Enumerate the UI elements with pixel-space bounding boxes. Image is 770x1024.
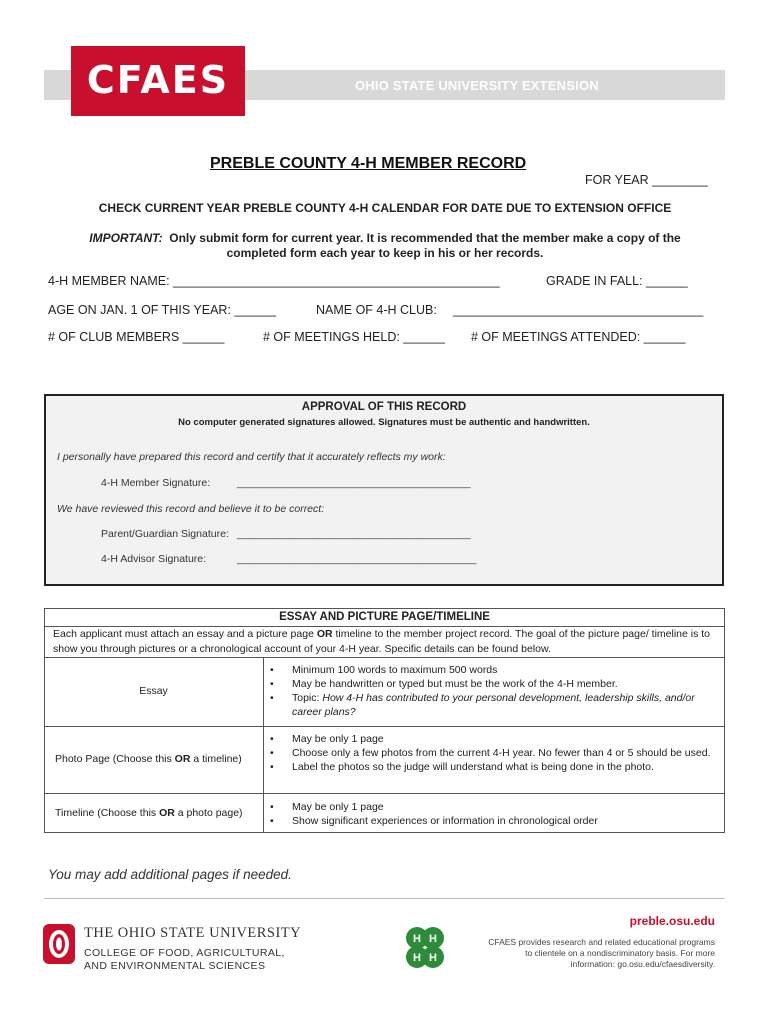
club-members-field[interactable]: # OF CLUB MEMBERS ______: [48, 330, 225, 344]
divider: [263, 657, 264, 833]
for-year-field[interactable]: FOR YEAR ________: [585, 173, 708, 187]
important-label: IMPORTANT:: [89, 231, 163, 245]
svg-text:H: H: [413, 933, 421, 945]
photo-row-bullets: [266, 732, 716, 774]
check-calendar-line: CHECK CURRENT YEAR PREBLE COUNTY 4-H CALENDAR FOR DATE DUE TO EXTENSION OFFICE: [98, 201, 672, 215]
approval-note: No computer generated signatures allowed. Signatures must be authentic and handwritten.: [178, 417, 590, 428]
meetings-held-field[interactable]: # OF MEETINGS HELD: ______: [263, 330, 446, 344]
4h-clover-icon: [400, 924, 450, 974]
important-notice: [60, 231, 710, 261]
photo-label-pre: Photo Page (Choose this: [55, 753, 175, 765]
member-signature-line[interactable]: ________________________________________: [237, 477, 471, 489]
additional-pages-note: You may add additional pages if needed.: [48, 867, 292, 882]
parent-signature-line[interactable]: ________________________________________: [237, 528, 471, 540]
list-item: • Show significant experiences or information in chronological order: [266, 814, 721, 828]
cfaes-diversity-note: CFAES provides research and related educational programs to clientele on a nondiscriminatory basis. For more information: go.osu.edu/cfaesdiversity.: [488, 937, 715, 969]
photo-row-label: [55, 753, 242, 765]
grade-field[interactable]: GRADE IN FALL: ______: [546, 274, 688, 288]
advisor-signature-line[interactable]: _________________________________________: [237, 553, 477, 565]
college-line-2: AND ENVIRONMENTAL SCIENCES: [84, 959, 266, 972]
timeline-row-bullets: [266, 800, 721, 828]
divider: [44, 726, 725, 727]
banner-text: OHIO STATE UNIVERSITY EXTENSION: [355, 78, 599, 93]
page-title: PREBLE COUNTY 4-H MEMBER RECORD: [210, 155, 527, 172]
club-name-label: NAME OF 4-H CLUB:: [316, 303, 437, 317]
meetings-attended-field[interactable]: # OF MEETINGS ATTENDED: ______: [471, 330, 686, 344]
reviewed-text: We have reviewed this record and believe it to be correct:: [57, 503, 325, 515]
list-item: • May be only 1 page: [266, 732, 716, 746]
list-item: • May be only 1 page: [266, 800, 721, 814]
approval-title: APPROVAL OF THIS RECORD: [301, 401, 467, 413]
list-item: • Label the photos so the judge will understand what is being done in the photo.: [266, 760, 716, 774]
essay-row-bullets: [266, 663, 721, 719]
timeline-label-or: OR: [159, 807, 175, 819]
essay-title: ESSAY AND PICTURE PAGE/TIMELINE: [279, 611, 490, 623]
svg-text:H: H: [413, 952, 421, 964]
list-item: • May be handwritten or typed but must be the work of the 4-H member.: [266, 677, 721, 691]
timeline-label-pre: Timeline (Choose this: [55, 807, 160, 819]
member-signature-label: 4-H Member Signature:: [101, 477, 211, 489]
essay-desc-part2: timeline to the member project record. The goal of the picture page/ timeline is to show you through pictures or a chronological account of your 4-H year. Specific details can be found below.: [53, 628, 711, 655]
osu-block-o-icon: [43, 924, 75, 964]
photo-label-or: OR: [174, 753, 191, 765]
parent-signature-label: Parent/Guardian Signature:: [101, 528, 229, 540]
college-line-1: COLLEGE OF FOOD, AGRICULTURAL,: [84, 947, 285, 959]
important-text: Only submit form for current year. It is recommended that the member make a copy of the completed form each year to keep in his or her records.: [169, 231, 681, 260]
svg-text:H: H: [429, 952, 437, 964]
essay-desc-or: OR: [316, 628, 333, 640]
club-name-field[interactable]: ____________________________________: [453, 303, 704, 317]
list-item: • Minimum 100 words to maximum 500 words: [266, 663, 721, 677]
essay-desc-part1: Each applicant must attach an essay and a picture page: [53, 628, 317, 640]
member-name-field[interactable]: 4-H MEMBER NAME: _______________________________________________: [48, 274, 500, 288]
age-field[interactable]: AGE ON JAN. 1 OF THIS YEAR: ______: [48, 303, 277, 317]
preble-site-link[interactable]: preble.osu.edu: [629, 914, 715, 928]
essay-row-label: Essay: [139, 685, 168, 697]
divider: [44, 657, 725, 658]
footer-divider: [44, 898, 725, 899]
osu-name: THE OHIO STATE UNIVERSITY: [84, 925, 302, 941]
divider: [44, 793, 725, 794]
timeline-row-label: [55, 807, 243, 819]
advisor-signature-label: 4-H Advisor Signature:: [101, 553, 207, 565]
list-item: • Choose only a few photos from the current 4-H year. No fewer than 4 or 5 should be used.: [266, 746, 716, 760]
topic-text: How 4-H has contributed to your personal development, leadership skills, and/or career plans?: [292, 692, 695, 718]
photo-label-post: a timeline): [190, 753, 242, 765]
essay-description: [53, 627, 723, 657]
list-item: [266, 691, 721, 719]
topic-prefix: Topic:: [292, 692, 323, 704]
timeline-label-post: a photo page): [174, 807, 243, 819]
svg-text:H: H: [429, 933, 437, 945]
certify-text: I personally have prepared this record and certify that it accurately reflects my work:: [57, 451, 446, 463]
college-name: [84, 947, 285, 972]
cfaes-logo-text: CFAES: [86, 58, 230, 102]
